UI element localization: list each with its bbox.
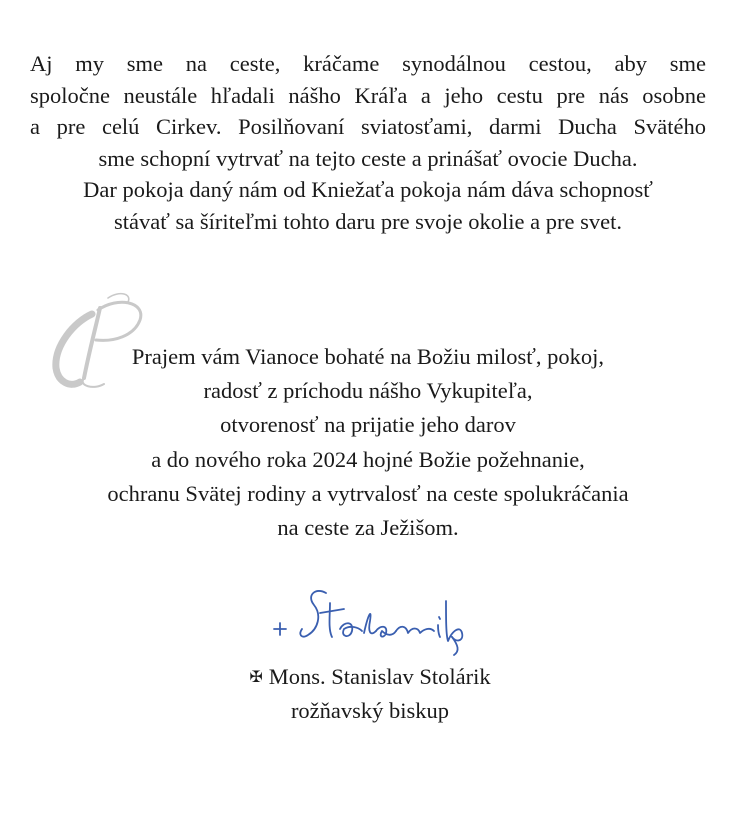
signoff: [200, 660, 540, 728]
wishes-line: a do nového roka 2024 hojné Božie požehnanie,: [151, 446, 585, 472]
intro-line: stávať sa šíriteľmi tohto daru pre svoje okolie a pre svet.: [114, 208, 622, 234]
wishes-line: radosť z príchodu nášho Vykupiteľa,: [203, 378, 533, 404]
intro-line: spoločne neustále hľadali nášho Kráľa a jeho cestu pre nás osobne: [30, 82, 706, 108]
intro-line: Dar pokoja daný nám od Kniežaťa pokoja nám dáva schopnosť: [83, 177, 653, 202]
intro-paragraph: [30, 48, 706, 237]
intro-line: a pre celú Cirkev. Posilňovaní sviatosťami, darmi Ducha Svätého: [30, 114, 706, 139]
bishop-title: rožňavský biskup: [290, 698, 450, 723]
wishes-line: ochranu Svätej rodiny a vytrvalosť na ceste spolukráčania: [107, 480, 629, 506]
handwritten-signature: [268, 585, 473, 657]
intro-line: Aj my sme na ceste, kráčame synodálnou cestou, aby sme: [30, 51, 706, 76]
bishop-name: Mons. Stanislav Stolárik: [268, 664, 491, 689]
wishes-paragraph: [30, 340, 706, 545]
maltese-cross-icon: ✠: [249, 667, 263, 686]
wishes-line: na ceste za Ježišom.: [277, 515, 459, 541]
wishes-line: otvorenosť na prijatie jeho darov: [220, 412, 516, 438]
bishop-name-line: [200, 660, 540, 694]
intro-line: sme schopní vytrvať na tejto ceste a prinášať ovocie Ducha.: [98, 145, 638, 171]
wishes-line: Prajem vám Vianoce bohaté na Božiu milosť, pokoj,: [131, 344, 605, 369]
